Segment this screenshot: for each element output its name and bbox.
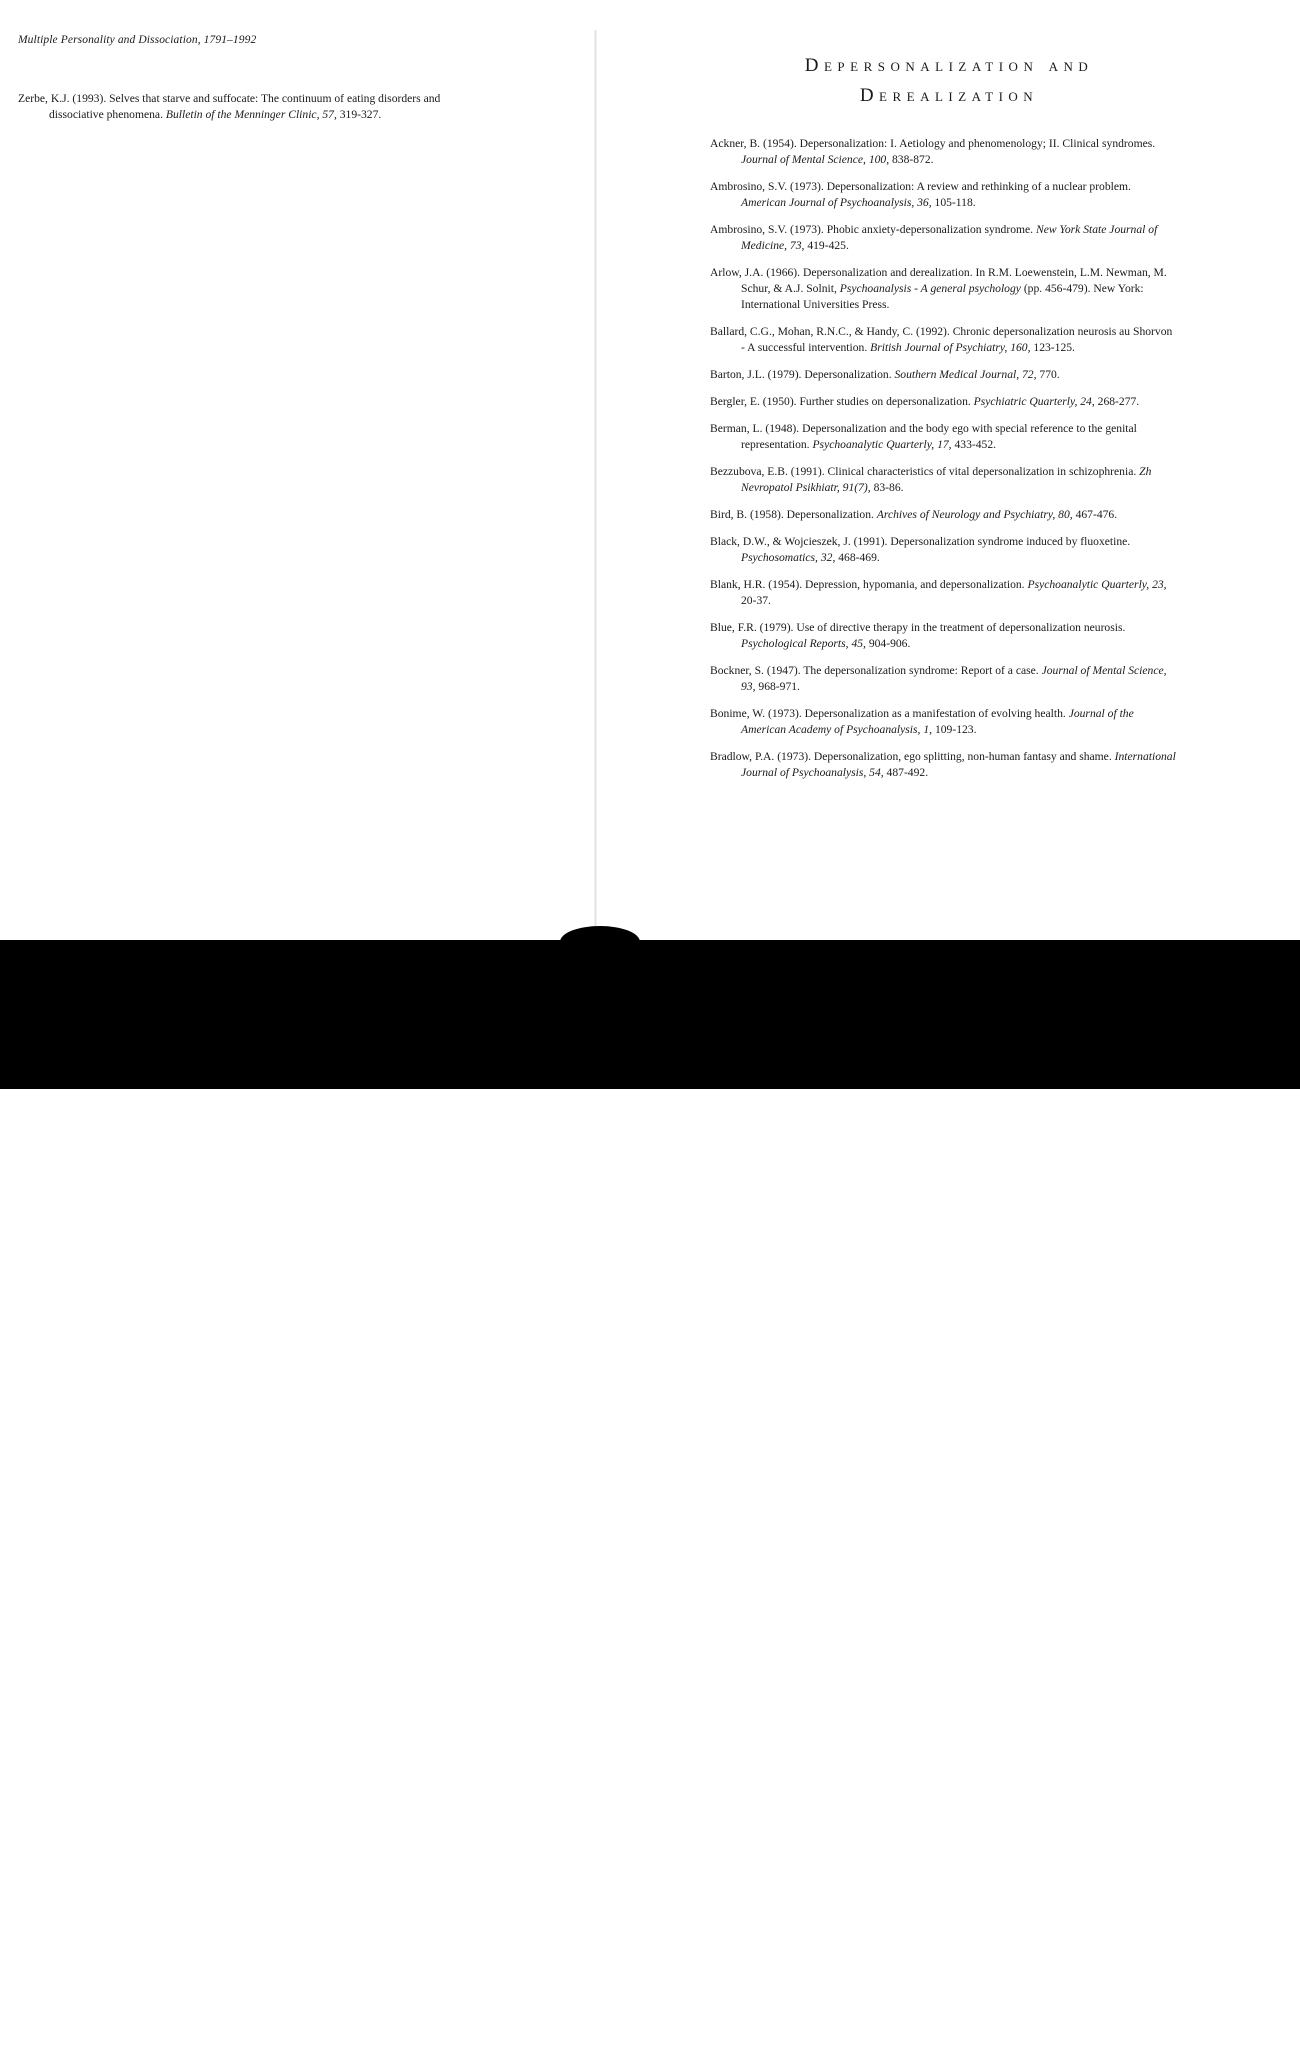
reference-entry: Bockner, S. (1947). The depersonalization syndrome: Report of a case. Journal of Mental Science, 93, 968-971. [710, 664, 1167, 693]
reference-entry: Blue, F.R. (1979). Use of directive therapy in the treatment of depersonalization neurosis. Psychological Reports, 45, 904-906. [710, 621, 1126, 650]
image-id-label: Image ID: 3APH0TR [1143, 2012, 1280, 2029]
scan-bottom-band [0, 940, 1300, 987]
reference-entry: Bradlow, P.A. (1973). Depersonalization, ego splitting, non-human fantasy and shame. International Journal of Psychoanalysis, 54, 487-492. [710, 750, 1176, 779]
reference-entry: Arlow, J.A. (1966). Depersonalization and derealization. In R.M. Loewenstein, L.M. Newman, M. Schur, & A.J. Solnit, Psychoanalysis - A general psychology (pp. 456-479). New York: International Universities Press. [710, 266, 1167, 311]
site-link[interactable]: www.alamy.com [1172, 2036, 1280, 2053]
reference-entry: Black, D.W., & Wojcieszek, J. (1991). Depersonalization syndrome induced by fluoxetine. Psychosomatics, 32, 468-469. [710, 535, 1131, 564]
reference-entry: Bergler, E. (1950). Further studies on depersonalization. Psychiatric Quarterly, 24, 268-277. [710, 395, 1140, 408]
reference-entry: Zerbe, K.J. (1993). Selves that starve and suffocate: The continuum of eating disorders and dissociative phenomena. Bulletin of the Menninger Clinic, 57, 319-327. [18, 92, 441, 121]
left-reference-list [18, 91, 470, 123]
right-reference-list [710, 136, 1176, 792]
reference-entry: Ackner, B. (1954). Depersonalization: I. Aetiology and phenomenology; II. Clinical syndromes. Journal of Mental Science, 100, 838-872. [710, 137, 1156, 166]
reference-entry: Ambrosino, S.V. (1973). Depersonalization: A review and rethinking of a nuclear problem. American Journal of Psychoanalysis, 36, 105-118. [710, 180, 1131, 209]
book-gutter [594, 30, 597, 930]
chapter-heading-line-1: Depersonalization and [804, 54, 1094, 76]
reference-entry: Ballard, C.G., Mohan, R.N.C., & Handy, C. (1992). Chronic depersonalization neurosis au Shorvon - A successful intervention. British Journal of Psychiatry, 160, 123-125. [710, 325, 1173, 354]
reference-entry: Bezzubova, E.B. (1991). Clinical characteristics of vital depersonalization in schizophrenia. Zh Nevropatol Psikhiatr, 91(7), 83-86. [710, 465, 1152, 494]
watermark-bar [0, 987, 1300, 2058]
right-page [598, 0, 1300, 940]
reference-entry: Berman, L. (1948). Depersonalization and the body ego with special reference to the genital representation. Psychoanalytic Quarterly, 17, 433-452. [710, 422, 1137, 451]
running-head: Multiple Personality and Dissociation, 1791–1992 [18, 34, 257, 46]
left-page [0, 0, 594, 940]
reference-entry: Bird, B. (1958). Depersonalization. Archives of Neurology and Psychiatry, 80, 467-476. [710, 508, 1118, 521]
watermark-info [1143, 2009, 1280, 2057]
reference-entry: Bonime, W. (1973). Depersonalization as a manifestation of evolving health. Journal of the American Academy of Psychoanalysis, 1, 109-123. [710, 707, 1134, 736]
chapter-heading-line-2: Derealization [859, 84, 1039, 106]
reference-entry: Ambrosino, S.V. (1973). Phobic anxiety-depersonalization syndrome. New York State Journal of Medicine, 73, 419-425. [710, 223, 1158, 252]
chapter-heading [598, 51, 1300, 111]
alamy-logo: alamy [24, 1998, 173, 2058]
reference-entry: Blank, H.R. (1954). Depression, hypomania, and depersonalization. Psychoanalytic Quarterly, 23, 20-37. [710, 578, 1167, 607]
reference-entry: Barton, J.L. (1979). Depersonalization. Southern Medical Journal, 72, 770. [710, 368, 1060, 381]
